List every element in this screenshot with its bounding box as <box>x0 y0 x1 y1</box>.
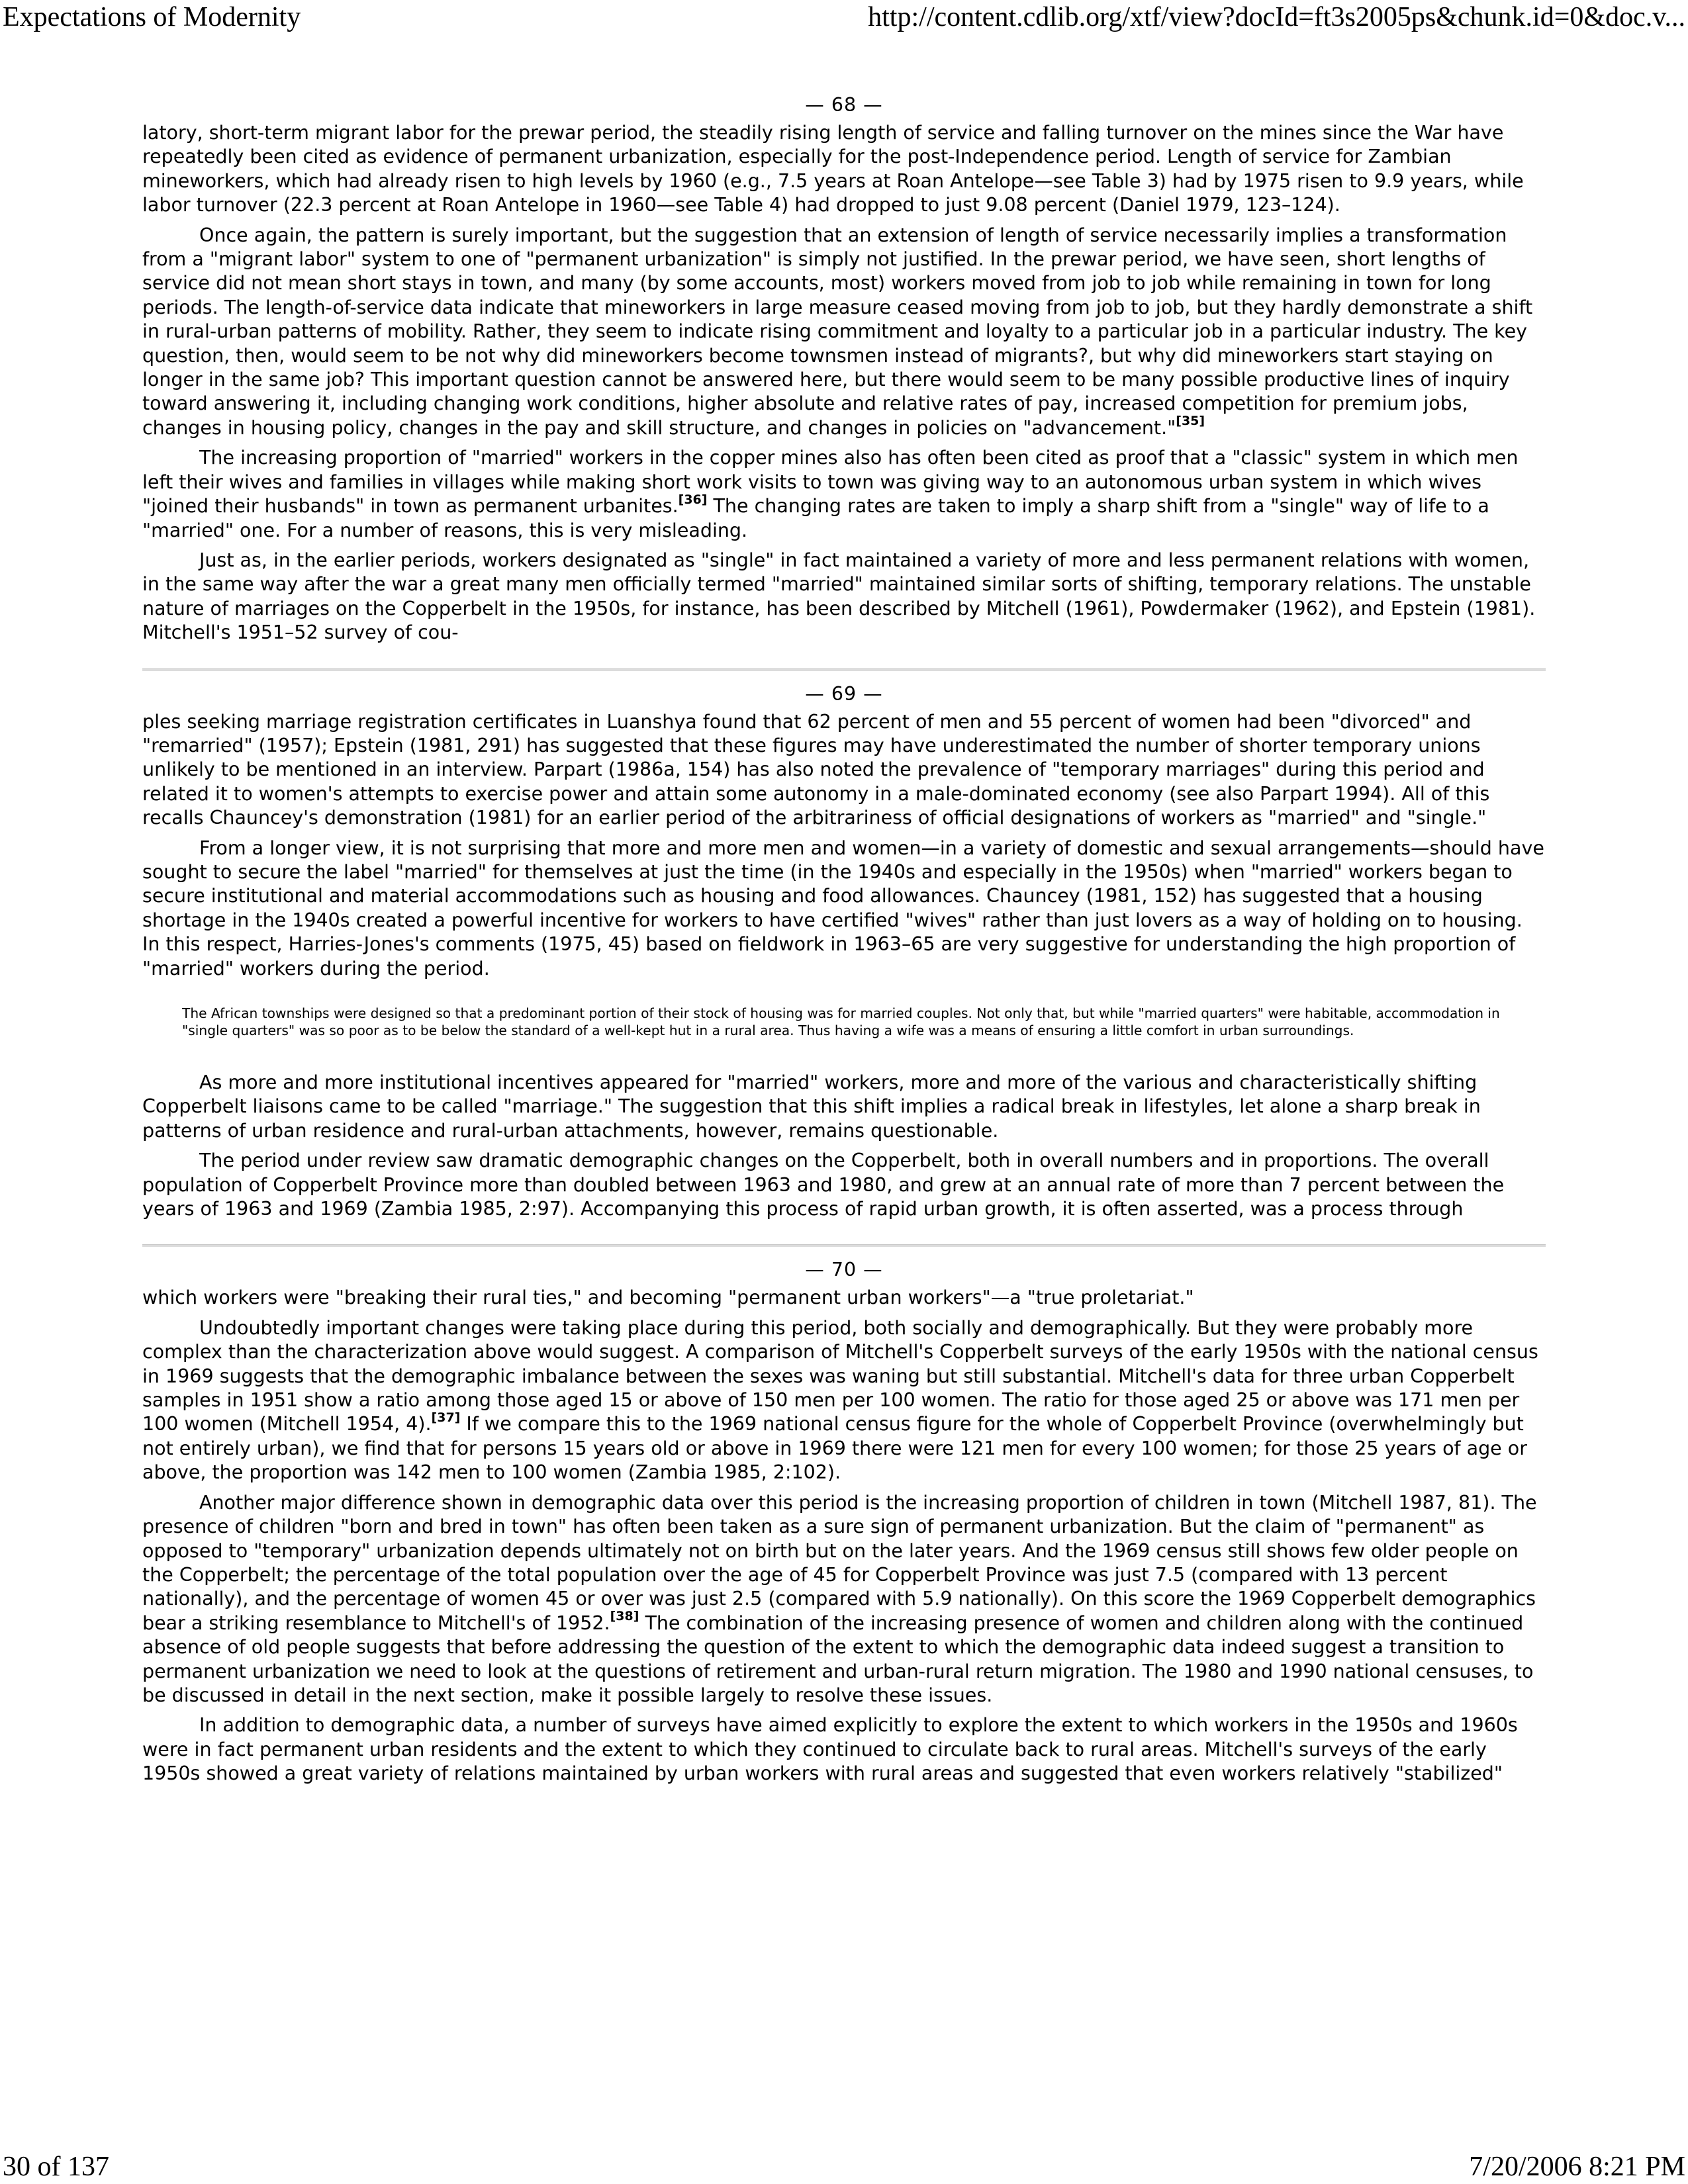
paragraph: Once again, the pattern is surely important, but the suggestion that an extension of length of service necessarily implies a transformation from a "migrant labor" system to one of "permanent urbanization" is simply not justified. In the prewar period, we have seen, short lengths of service did not mean short stays in town, and many (by some accounts, most) workers moved from job to job while remaining in town for long periods. The length-of-service data indicate that mineworkers in large measure ceased moving from job to job, but they hardly demonstrate a shift in rural-urban patterns of mobility. Rather, they seem to indicate rising commitment and loyalty to a particular job in a particular industry. The key question, then, would seem to be not why did mineworkers become townsmen instead of migrants?, but why did mineworkers start staying on longer in the same job? This important question cannot be answered here, but there would seem to be many possible productive lines of inquiry toward answering it, including changing work conditions, higher absolute and relative rates of pay, increased competition for premium jobs, changes in housing policy, changes in the pay and skill structure, and changes in policies on "advancement."[35] <box>142 224 1533 439</box>
paragraph: In addition to demographic data, a number of surveys have aimed explicitly to explore the extent to which workers in the 1950s and 1960s were in fact permanent urban residents and the extent to which they continued to circulate back to rural areas. Mitchell's surveys of the early 1950s showed a great variety of relations maintained by urban workers with rural areas and suggested that even workers relatively "stabilized" <box>142 1714 1518 1785</box>
document-title: Expectations of Modernity <box>3 2 301 32</box>
footnote-link[interactable]: [38] <box>610 1609 639 1624</box>
print-timestamp: 7/20/2006 8:21 PM <box>1469 2152 1685 2182</box>
footnote-link[interactable]: [35] <box>1176 414 1205 429</box>
footnote-link[interactable]: [36] <box>678 492 708 507</box>
paragraph: which workers were "breaking their rural ties," and becoming "permanent urban workers"—a "true proletariat." <box>142 1287 1194 1309</box>
document-body <box>142 93 1546 1792</box>
page-count: 30 of 137 <box>3 2152 109 2182</box>
paragraph: ples seeking marriage registration certificates in Luanshya found that 62 percent of men and 55 percent of women had been "divorced" and "remarried" (1957); Epstein (1981, 291) has suggested that these figures may have underestimated the number of shorter temporary unions unlikely to be mentioned in an interview. Parpart (1986a, 154) has also noted the prevalence of "temporary marriages" during this period and related it to women's attempts to exercise power and attain some autonomy in a male-dominated economy (see also Parpart 1994). All of this recalls Chauncey's demonstration (1981) for an earlier period of the arbitrariness of official designations of workers as "married" and "single." <box>142 710 1490 829</box>
page-number: — 68 — <box>805 94 883 116</box>
paragraph: Just as, in the earlier periods, workers designated as "single" in fact maintained a variety of more and less permanent relations with women, in the same way after the war a great many men officially termed "married" maintained similar sorts of shifting, temporary relations. The unstable nature of marriages on the Copperbelt in the 1950s, for instance, has been described by Mitchell (1961), Powdermaker (1962), and Epstein (1981). Mitchell's 1951–52 survey of cou- <box>142 549 1536 644</box>
paragraph: As more and more institutional incentives appeared for "married" workers, more and more of the various and characteristically shifting Copperbelt liaisons came to be called "marriage." The suggestion that this shift implies a radical break in lifestyles, let alone a sharp break in patterns of urban residence and rural-urban attachments, however, remains questionable. <box>142 1071 1481 1142</box>
paragraph: Undoubtedly important changes were taking place during this period, both socially and demographically. But they were probably more complex than the characterization above would suggest. A comparison of Mitchell's Copperbelt surveys of the early 1950s with the national census in 1969 suggests that the demographic imbalance between the sexes was waning but still substantial. Mitchell's data for three urban Copperbelt samples in 1951 show a ratio among those aged 15 or above of 150 men per 100 women. The ratio for those aged 25 or above was 171 men per 100 women (Mitchell 1954, 4).[37] If we compare this to the 1969 national census figure for the whole of Copperbelt Province (overwhelmingly but not entirely urban), we find that for persons 15 years old or above in 1969 there were 121 men for every 100 women; for those 25 years of age or above, the proportion was 142 men to 100 women (Zambia 1985, 2:102). <box>142 1316 1538 1484</box>
paragraph: latory, short-term migrant labor for the prewar period, the steadily rising length of service and falling turnover on the mines since the War have repeatedly been cited as evidence of permanent urbanization, especially for the post-Independence period. Length of service for Zambian mineworkers, which had already risen to high levels by 1960 (e.g., 7.5 years at Roan Antelope—see Table 3) had by 1975 risen to 9.9 years, while labor turnover (22.3 percent at Roan Antelope in 1960—see Table 4) had dropped to just 9.08 percent (Daniel 1979, 123–124). <box>142 122 1524 216</box>
block-quote: The African townships were designed so that a predominant portion of their stock of housing was for married couples. Not only that, but while "married quarters" were habitable, accommodation in "single quarters" was so poor as to be below the standard of a well-kept hut in a rural area. Thus having a wife was a means of ensuring a little comfort in urban surroundings. <box>182 1005 1500 1038</box>
paragraph: The increasing proportion of "married" workers in the copper mines also has often been cited as proof that a "classic" system in which men left their wives and families in villages while making short work visits to town was giving way to an autonomous urban system in which wives "joined their husbands" in town as permanent urbanites.[36] The changing rates are taken to imply a sharp shift from a "single" way of life to a "married" one. For a number of reasons, this is very misleading. <box>142 447 1519 541</box>
paragraph: The period under review saw dramatic demographic changes on the Copperbelt, both in overall numbers and in proportions. The overall population of Copperbelt Province more than doubled between 1963 and 1980, and grew at an annual rate of more than 7 percent between the years of 1963 and 1969 (Zambia 1985, 2:97). Accompanying this process of rapid urban growth, it is often asserted, was a process through <box>142 1150 1505 1220</box>
paragraph: From a longer view, it is not surprising that more and more men and women—in a variety of domestic and sexual arrangements—should have sought to secure the label "married" for themselves at just the time (in the 1940s and especially in the 1950s) when "married" workers began to secure institutional and material accommodations such as housing and food allowances. Chauncey (1981, 152) has suggested that a housing shortage in the 1940s created a powerful incentive for workers to have certified "wives" rather than just lovers as a way of holding on to housing. In this respect, Harries-Jones's comments (1975, 45) based on fieldwork in 1963–65 are very suggestive for understanding the high proportion of "married" workers during the period. <box>142 837 1544 979</box>
document-url[interactable]: http://content.cdlib.org/xtf/view?docId=ft3s2005ps&chunk.id=0&doc.v... <box>868 2 1685 32</box>
footnote-link[interactable]: [37] <box>431 1410 461 1425</box>
page-number: — 70 — <box>805 1259 883 1281</box>
page-number: — 69 — <box>805 682 883 705</box>
paragraph: Another major difference shown in demographic data over this period is the increasing proportion of children in town (Mitchell 1987, 81). The presence of children "born and bred in town" has often been taken as a sure sign of permanent urbanization. But the claim of "permanent" as opposed to "temporary" urbanization depends ultimately not on birth but on the later years. And the 1969 census still shows few older people on the Copperbelt; the percentage of the total population over the age of 45 for Copperbelt Province was just 7.5 (compared with 13 percent nationally), and the percentage of women 45 or over was just 2.5 (compared with 5.9 nationally). On this score the 1969 Copperbelt demographics bear a striking resemblance to Mitchell's of 1952.[38] The combination of the increasing presence of women and children along with the continued absence of old people suggests that before addressing the question of the extent to which the demographic data indeed suggest a transition to permanent urbanization we need to look at the questions of retirement and urban-rural return migration. The 1980 and 1990 national censuses, to be discussed in detail in the next section, make it possible largely to resolve these issues. <box>142 1491 1537 1706</box>
